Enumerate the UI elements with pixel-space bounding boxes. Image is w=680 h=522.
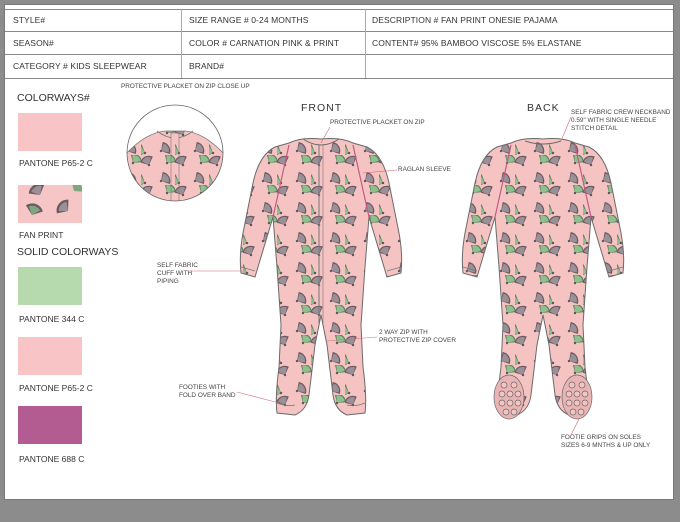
placket-closeup-illustration <box>125 103 225 205</box>
style-field: STYLE# <box>13 15 46 25</box>
swatch-label-fan-print: FAN PRINT <box>19 230 64 240</box>
raglan-callout: RAGLAN SLEEVE <box>398 166 451 173</box>
swatch-label-pantone-p65: PANTONE P65-2 C <box>19 158 93 168</box>
solid-colorways-title: SOLID COLORWAYS <box>17 246 119 258</box>
season-field: SEASON# <box>13 38 54 48</box>
footies-callout-line-2: FOLD OVER BAND <box>179 392 236 399</box>
neckband-callout-line-1: SELF FABRIC CREW NECKBAND <box>571 109 671 116</box>
swatch-label-pantone-688: PANTONE 688 C <box>19 454 85 464</box>
placket-closeup-callout: PROTECTIVE PLACKET ON ZIP CLOSE UP <box>121 83 250 90</box>
back-view-title: BACK <box>527 102 560 114</box>
swatch-label-pantone-344: PANTONE 344 C <box>19 314 85 324</box>
cuff-callout-line-3: PIPING <box>157 278 179 285</box>
placket-zip-callout: PROTECTIVE PLACKET ON ZIP <box>330 119 425 126</box>
brand-field: BRAND# <box>189 61 225 71</box>
grips-callout-line-2: SIZES 6-9 MNTHS & UP ONLY <box>561 442 651 449</box>
grips-callout-line-1: FOOTIE GRIPS ON SOLES <box>561 434 641 441</box>
cuff-callout-line-2: CUFF WITH <box>157 270 193 277</box>
description-field: DESCRIPTION # FAN PRINT ONESIE PAJAMA <box>372 15 558 25</box>
neckband-callout-line-3: STITCH DETAIL <box>571 125 618 132</box>
zip-callout-line-2: PROTECTIVE ZIP COVER <box>379 337 456 344</box>
front-onesie-illustration <box>240 139 401 416</box>
zip-callout-line-1: 2 WAY ZIP WITH <box>379 329 428 336</box>
front-view-title: FRONT <box>301 102 343 114</box>
footies-callout-line-1: FOOTIES WITH <box>179 384 226 391</box>
sole-grips <box>494 375 592 419</box>
neckband-callout-line-2: 0.59" WITH SINGLE NEEDLE <box>571 117 657 124</box>
back-onesie-illustration <box>462 139 623 420</box>
garment-drawing <box>5 5 673 499</box>
colorways-title: COLORWAYS# <box>17 92 90 104</box>
cuff-callout-line-1: SELF FABRIC <box>157 262 198 269</box>
size-range-field: SIZE RANGE # 0-24 MONTHS <box>189 15 309 25</box>
tech-pack-sheet <box>4 4 674 500</box>
category-field: CATEGORY # KIDS SLEEPWEAR <box>13 61 147 71</box>
color-field: COLOR # CARNATION PINK & PRINT <box>189 38 340 48</box>
swatch-label-pantone-p65-solid: PANTONE P65-2 C <box>19 383 93 393</box>
content-field: CONTENT# 95% BAMBOO VISCOSE 5% ELASTANE <box>372 38 582 48</box>
